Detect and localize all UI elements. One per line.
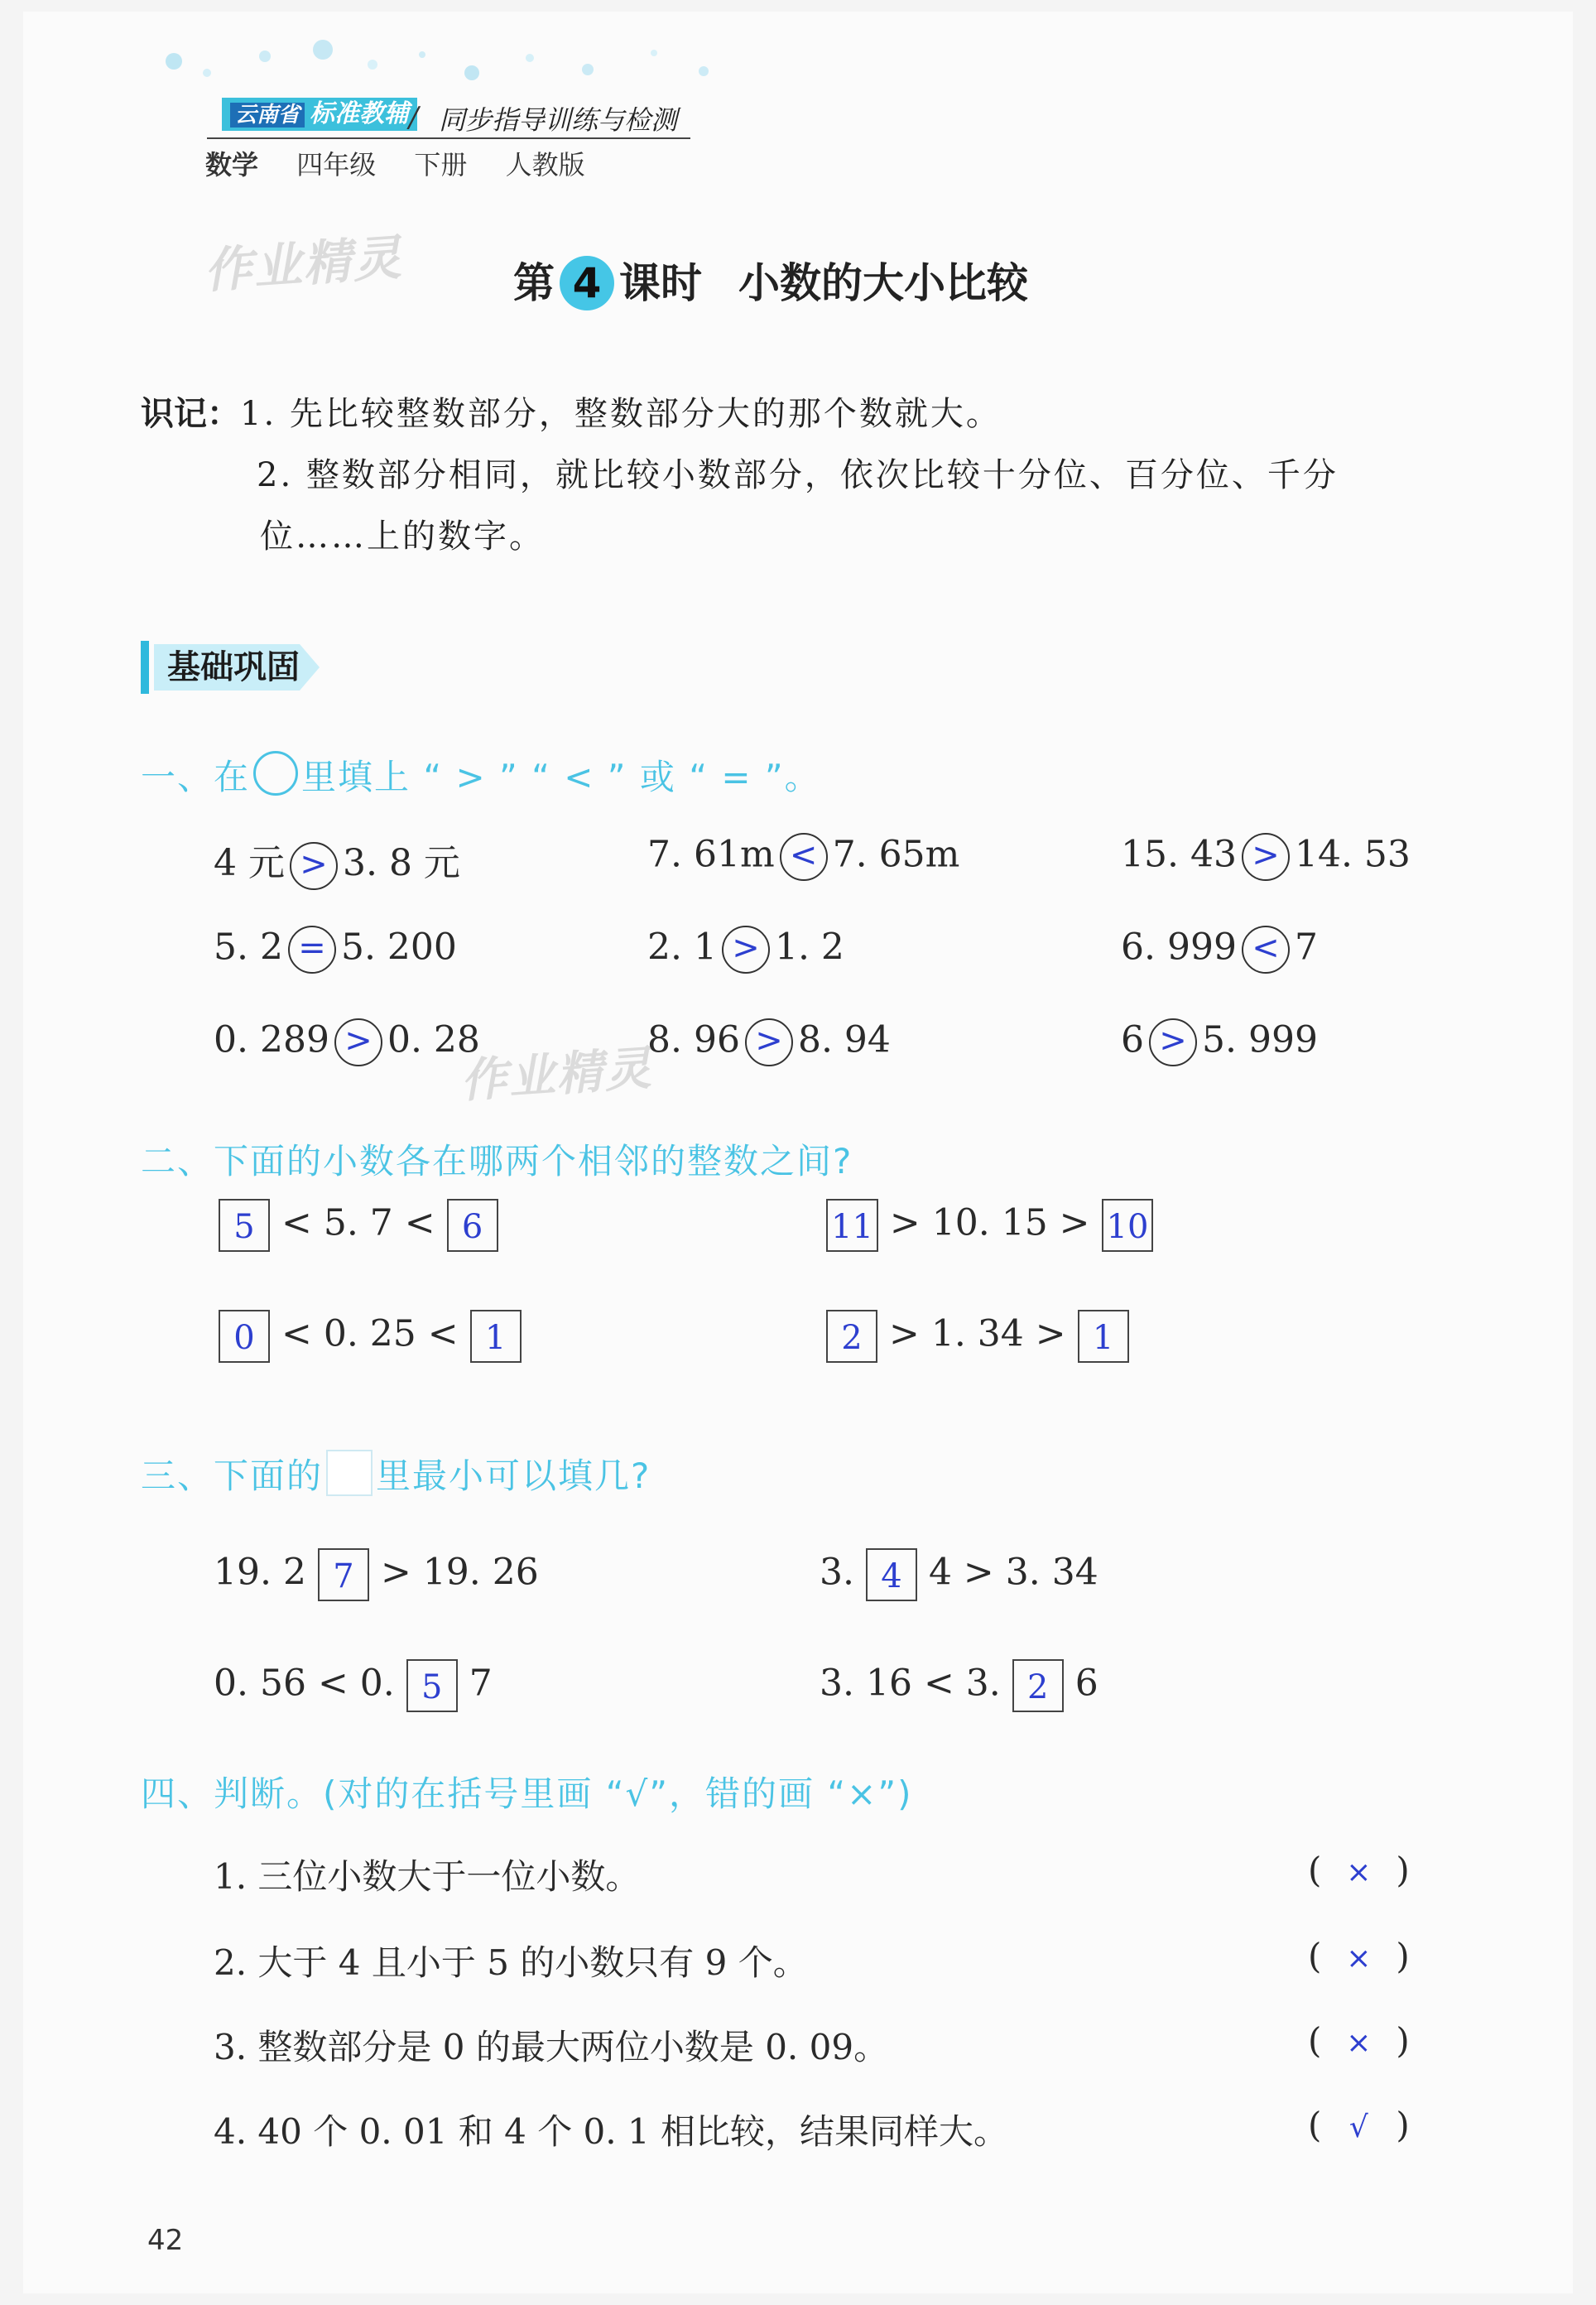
- comparison-left: 15. 43: [1121, 833, 1237, 876]
- lesson-number-badge: 4: [560, 256, 614, 310]
- judgment-statement: 3. 整数部分是 0 的最大两位小数是 0. 09。: [214, 2027, 889, 2067]
- bounds-expression: < 0. 25 <: [270, 1312, 470, 1355]
- q1-heading-pre: 一、在: [141, 757, 251, 797]
- comparison-left: 0. 289: [214, 1018, 329, 1061]
- book-subtitle: 同步指导训练与检测: [439, 104, 678, 136]
- paren-close: ): [1396, 1936, 1410, 1976]
- recall-label: 识记：: [141, 395, 240, 433]
- bounds-expression: > 10. 15 >: [877, 1201, 1102, 1244]
- fill-digit-suffix: 6: [1063, 1662, 1098, 1705]
- comparison-answer-circle[interactable]: >: [745, 1018, 793, 1066]
- decorative-bubbles: [157, 40, 737, 106]
- comparison-left: 2. 1: [647, 926, 717, 969]
- comparison-answer-circle[interactable]: >: [722, 926, 770, 974]
- answer-box[interactable]: 1: [1078, 1310, 1129, 1363]
- bounds-item: [219, 1310, 522, 1363]
- judgment-statement: 4. 40 个 0. 01 和 4 个 0. 1 相比较，结果同样大。: [214, 2111, 1009, 2152]
- comparison-answer-circle[interactable]: >: [1242, 833, 1290, 881]
- judgment-mark: √: [1348, 2110, 1368, 2144]
- comparison-right: 7: [1294, 926, 1318, 969]
- page-number: 42: [147, 2224, 184, 2257]
- judgment-answer-slot[interactable]: [1308, 2020, 1410, 2061]
- volume: 下册: [414, 149, 468, 180]
- comparison-left: 6. 999: [1121, 926, 1237, 969]
- recall-line-3: 位……上的数字。: [260, 517, 545, 556]
- lesson-title: [513, 250, 1028, 310]
- bounds-expression: > 1. 34 >: [877, 1312, 1078, 1355]
- paren-open: (: [1308, 1936, 1322, 1976]
- comparison-right: 14. 53: [1294, 833, 1411, 876]
- bounds-item: [826, 1310, 1129, 1363]
- comparison-item: [214, 926, 457, 974]
- answer-box[interactable]: 5: [406, 1659, 458, 1712]
- judgment-mark: ×: [1346, 1855, 1372, 1889]
- section-label: 基础巩固: [167, 648, 300, 686]
- answer-box[interactable]: 0: [219, 1310, 270, 1363]
- bounds-item: [219, 1199, 498, 1252]
- q3-heading-pre: 三、下面的: [141, 1456, 324, 1496]
- watermark-logo: 作业精灵: [202, 229, 405, 300]
- comparison-left: 4 元: [214, 842, 285, 884]
- header-divider: [207, 137, 690, 139]
- judgment-mark: ×: [1346, 1942, 1372, 1975]
- brand-name: 标准教辅: [310, 99, 410, 128]
- comparison-item: [214, 833, 460, 890]
- question-1-heading: [141, 750, 821, 800]
- judgment-answer-slot[interactable]: [1308, 2105, 1410, 2145]
- judgment-statement: 2. 大于 4 且小于 5 的小数只有 9 个。: [214, 1942, 808, 1983]
- comparison-answer-circle[interactable]: <: [1242, 926, 1290, 974]
- comparison-item: [214, 1018, 480, 1066]
- recall-line-2: 2. 整数部分相同，就比较小数部分，依次比较十分位、百分位、千分: [257, 456, 1339, 494]
- q1-heading-post: 里填上 “ > ” “ < ” 或 “ = ”。: [301, 757, 821, 797]
- comparison-answer-circle[interactable]: =: [288, 926, 336, 974]
- comparison-answer-circle[interactable]: >: [1149, 1018, 1197, 1066]
- comparison-item: [1121, 1018, 1318, 1066]
- grade: 四年级: [296, 149, 377, 180]
- paren-close: ): [1396, 2020, 1410, 2061]
- comparison-right: 1. 2: [774, 926, 844, 969]
- paren-open: (: [1308, 1850, 1322, 1890]
- comparison-item: [647, 1018, 891, 1066]
- comparison-right: 8. 94: [797, 1018, 891, 1061]
- bounds-expression: < 5. 7 <: [270, 1201, 447, 1244]
- answer-box[interactable]: 2: [826, 1310, 877, 1363]
- comparison-right: 7. 65m: [832, 833, 960, 876]
- comparison-item: [1121, 926, 1318, 974]
- paren-close: ): [1396, 2105, 1410, 2145]
- answer-box[interactable]: 10: [1102, 1199, 1154, 1252]
- answer-box[interactable]: 7: [318, 1548, 369, 1601]
- paren-open: (: [1308, 2105, 1322, 2145]
- judgment-mark: ×: [1346, 2026, 1372, 2060]
- comparison-right: 3. 8 元: [342, 842, 460, 884]
- comparison-answer-circle[interactable]: >: [334, 1018, 382, 1066]
- comparison-answer-circle[interactable]: >: [290, 842, 338, 890]
- comparison-left: 8. 96: [647, 1018, 740, 1061]
- comparison-answer-circle[interactable]: <: [780, 833, 828, 881]
- paren-close: ): [1396, 1850, 1410, 1890]
- bounds-item: [826, 1199, 1153, 1252]
- section-badge-bar: [141, 641, 149, 694]
- fill-digit-prefix: 3. 16 < 3.: [820, 1662, 1012, 1705]
- fill-digit-item: [214, 1659, 493, 1712]
- fill-digit-prefix: 0. 56 < 0.: [214, 1662, 406, 1705]
- comparison-right: 0. 28: [387, 1018, 480, 1061]
- question-2-heading: 二、下面的小数各在哪两个相邻的整数之间?: [141, 1141, 853, 1181]
- recall-line-1: [141, 387, 1002, 435]
- circle-icon: [253, 751, 298, 796]
- edition: 人教版: [505, 149, 585, 180]
- answer-box[interactable]: 5: [219, 1199, 270, 1252]
- watermark-logo: 作业精灵: [459, 1041, 655, 1109]
- comparison-right: 5. 999: [1202, 1018, 1318, 1061]
- answer-box[interactable]: 4: [866, 1548, 917, 1601]
- fill-digit-item: [214, 1548, 539, 1601]
- brand-logo: [222, 98, 417, 131]
- section-badge: [141, 641, 348, 694]
- paren-open: (: [1308, 2020, 1322, 2061]
- fill-digit-prefix: 19. 2: [214, 1551, 318, 1594]
- fill-digit-prefix: 3.: [820, 1551, 866, 1594]
- answer-box[interactable]: 11: [826, 1199, 878, 1252]
- subject: 数学: [205, 149, 259, 180]
- fill-digit-item: [820, 1659, 1098, 1712]
- comparison-left: 6: [1121, 1018, 1144, 1061]
- judgment-answer-slot[interactable]: [1308, 1850, 1410, 1890]
- comparison-left: 7. 61m: [647, 833, 775, 876]
- brand-tag: 云南省: [230, 103, 305, 128]
- question-3-heading: [141, 1449, 651, 1499]
- comparison-left: 5. 2: [214, 926, 283, 969]
- answer-box[interactable]: 1: [470, 1310, 522, 1363]
- comparison-right: 5. 200: [340, 926, 457, 969]
- lesson-suffix: 课时: [619, 259, 702, 307]
- question-4-heading: 四、判断。(对的在括号里画 “√”，错的画 “×”): [141, 1773, 913, 1814]
- fill-digit-suffix: > 19. 26: [368, 1551, 539, 1594]
- book-info: [205, 144, 615, 182]
- fill-digit-suffix: 4 > 3. 34: [916, 1551, 1098, 1594]
- judgment-answer-slot[interactable]: [1308, 1936, 1410, 1976]
- answer-box[interactable]: 2: [1012, 1659, 1064, 1712]
- lesson-prefix: 第: [513, 259, 555, 307]
- fill-digit-suffix: 7: [457, 1662, 493, 1705]
- comparison-item: [647, 833, 959, 881]
- subtitle-separator: /: [409, 101, 419, 134]
- q3-heading-post: 里最小可以填几?: [376, 1456, 651, 1496]
- judgment-statement: 1. 三位小数大于一位小数。: [214, 1856, 641, 1897]
- comparison-item: [647, 926, 844, 974]
- lesson-topic: 小数的大小比较: [738, 259, 1028, 307]
- recall-text-1: 1. 先比较整数部分，整数部分大的那个数就大。: [240, 395, 1002, 433]
- answer-box[interactable]: 6: [447, 1199, 498, 1252]
- fill-digit-item: [820, 1548, 1098, 1601]
- box-icon: [326, 1450, 373, 1496]
- comparison-item: [1121, 833, 1411, 881]
